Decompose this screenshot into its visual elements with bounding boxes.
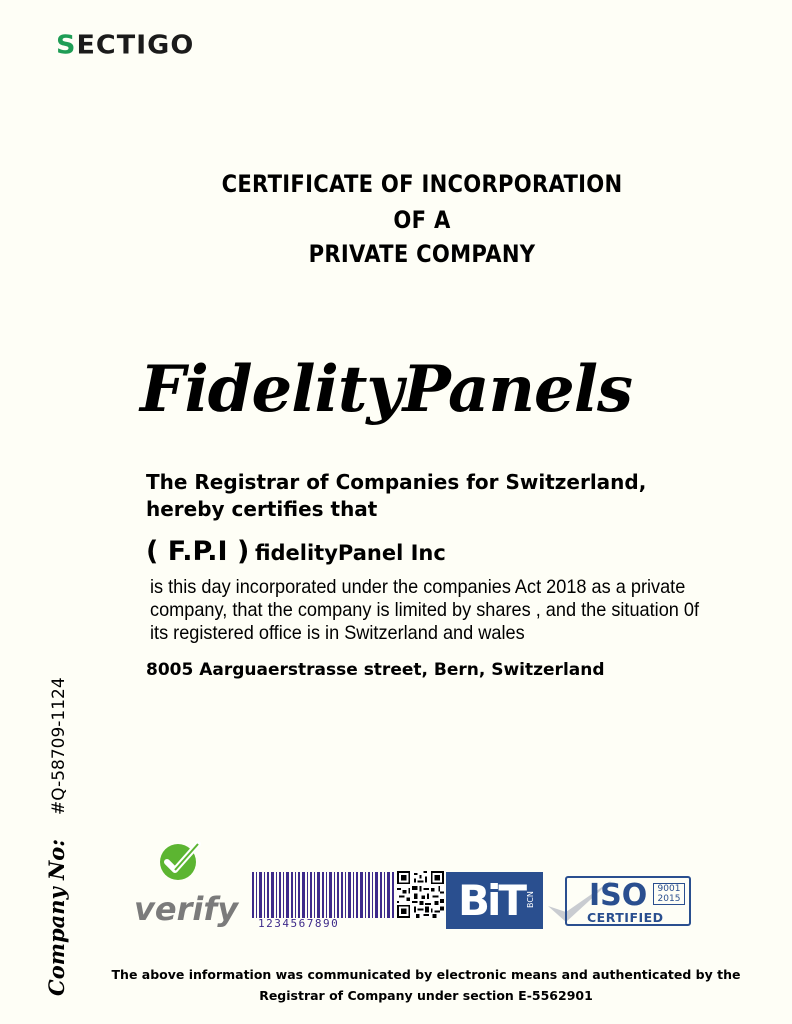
- company-name: [146, 536, 446, 567]
- body-paragraph: [150, 576, 708, 645]
- verify-check-icon: [158, 838, 202, 882]
- iso-certified-label: CERTIFIED: [587, 910, 664, 925]
- company-number: [44, 677, 69, 996]
- title-line-2: OF A: [393, 206, 451, 234]
- title-line-1: CERTIFICATE OF INCORPORATION: [221, 170, 623, 198]
- company-full-name: fidelityPanel Inc: [254, 541, 446, 565]
- verify-label: verify: [134, 890, 239, 928]
- bit-label: BiT: [458, 876, 525, 925]
- body-line-1: is this day incorporated under the companies Act 2018 as a private: [150, 576, 686, 598]
- iso-label: ISO: [589, 878, 648, 913]
- footer-note: [76, 964, 776, 1006]
- bit-sub-label: BCN: [526, 891, 535, 908]
- body-line-2: company, that the company is limited by shares , and the situation 0f: [150, 599, 700, 621]
- registrar-line-2: hereby certifies that: [146, 497, 378, 521]
- iso-standard-box: [653, 883, 685, 905]
- logo-rest: ECTIGO: [76, 30, 195, 61]
- company-number-value: #Q-58709-1124: [49, 677, 69, 816]
- sectigo-logo: [56, 31, 194, 60]
- title-line-3: PRIVATE COMPANY: [308, 240, 536, 268]
- footer-line-1: The above information was communicated by electronic means and authenticated by the: [111, 967, 741, 982]
- logo-first-letter: S: [56, 30, 77, 61]
- qr-code-icon: [397, 871, 444, 918]
- iso-standard: 9001: [657, 884, 681, 894]
- company-script-name: FidelityPanels: [140, 352, 633, 427]
- company-prefix: ( F.P.I ): [146, 536, 250, 567]
- iso-year: 2015: [657, 894, 681, 904]
- registrar-line-1: The Registrar of Companies for Switzerland,: [146, 470, 647, 494]
- body-line-3: its registered office is in Switzerland and wales: [150, 622, 525, 644]
- address: 8005 Aarguaerstrasse street, Bern, Switzerland: [146, 660, 605, 680]
- bit-bcn-badge: [446, 872, 543, 929]
- footer-line-2: Registrar of Company under section E-5562901: [259, 988, 593, 1003]
- barcode-icon: [252, 872, 394, 918]
- barcode-number: 1234567890: [258, 917, 340, 930]
- company-number-label: Company No:: [44, 839, 69, 996]
- iso-certified-badge: [565, 876, 691, 926]
